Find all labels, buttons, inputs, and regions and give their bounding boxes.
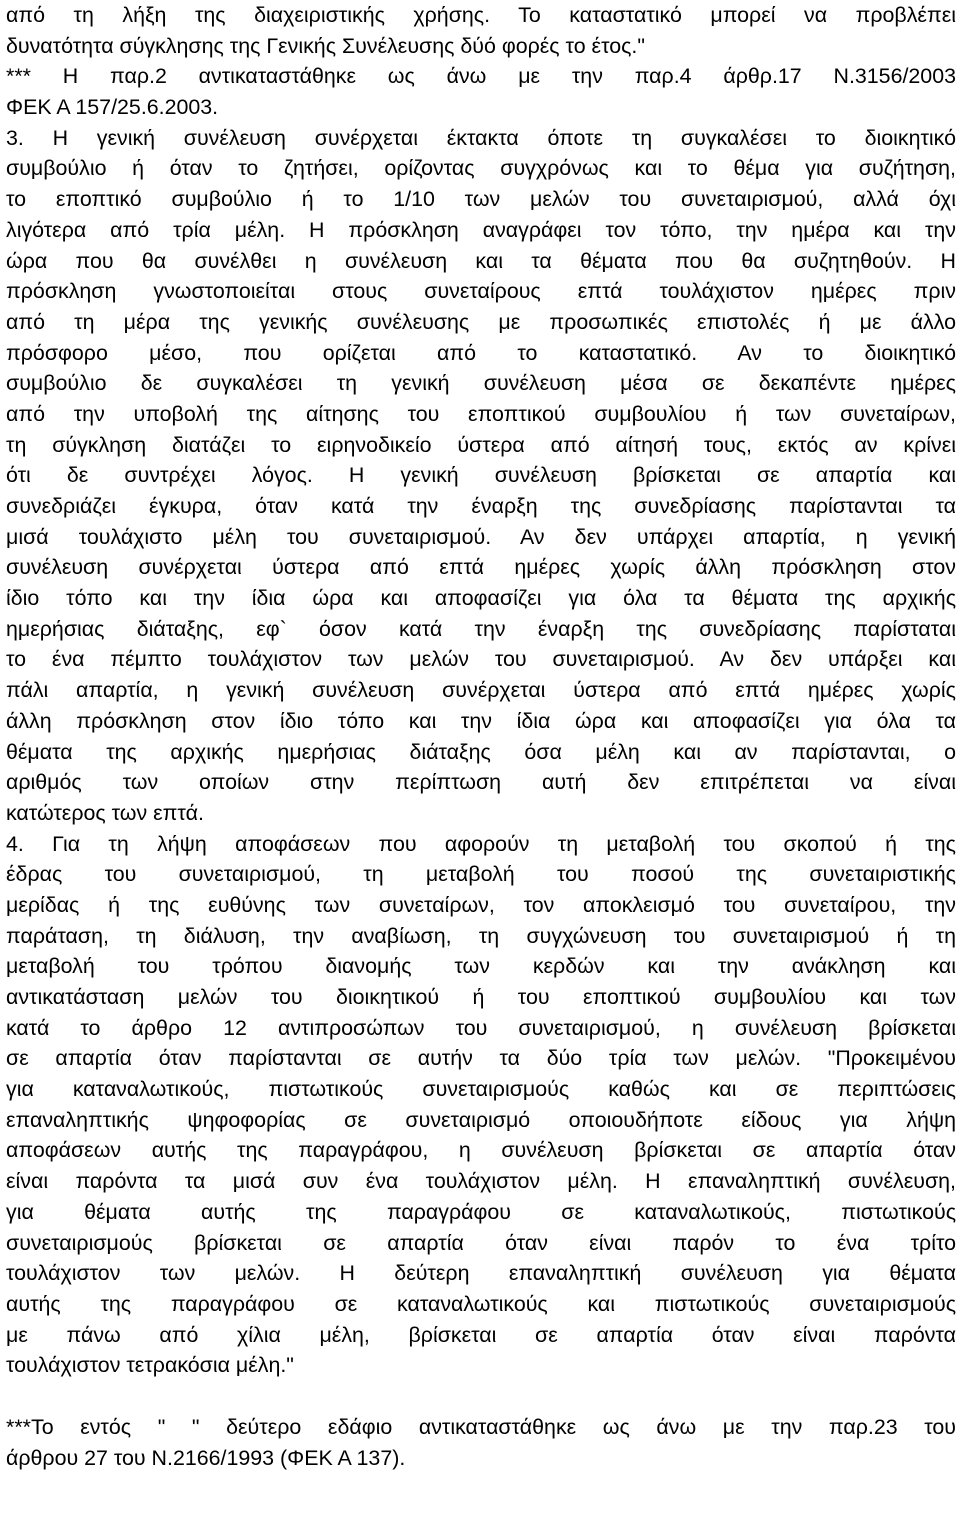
text-line: σε απαρτία όταν παρίστανται σε αυτήν τα δύο τρία των μελών. "Προκειμένου: [6, 1046, 956, 1071]
text-line: το ένα πέμπτο τουλάχιστον των μελών του συνεταιρισμού. Αν δεν υπάρξει και: [6, 647, 956, 672]
text-line: πρόσκληση γνωστοποιείται στους συνεταίρους επτά τουλάχιστον ημέρες πριν: [6, 279, 956, 304]
text-line: πάλι απαρτία, η γενική συνέλευση συνέρχεται ύστερα από επτά ημέρες χωρίς: [6, 678, 956, 703]
text-line: αυτής της παραγράφου σε καταναλωτικούς και πιστωτικούς συνεταιρισμούς: [6, 1291, 956, 1316]
text-line: άλλη πρόσκληση στον ίδιο τόπο και την ίδια ώρα και αποφασίζει για όλα τα: [6, 708, 956, 733]
text-line: ίδιο τόπο και την ίδια ώρα και αποφασίζει για όλα τα θέματα της αρχικής: [6, 586, 956, 611]
text-line: αποφάσεων αυτής της παραγράφου, η συνέλευση βρίσκεται σε απαρτία όταν: [6, 1138, 956, 1163]
text-line: κατώτερος των επτά.: [6, 800, 204, 825]
text-line: από τη λήξη της διαχειριστικής χρήσης. Το καταστατικό μπορεί να προβλέπει: [6, 3, 956, 27]
text-line: παράταση, τη διάλυση, την αναβίωση, τη συγχώνευση του συνεταιρισμού ή τη: [6, 923, 956, 948]
text-line: το εποπτικό συμβούλιο ή το 1/10 των μελών του συνεταιρισμού, αλλά όχι: [6, 187, 956, 212]
text-line: τουλάχιστον τετρακόσια μέλη.": [6, 1353, 294, 1378]
text-line: από την υποβολή της αίτησης του εποπτικού συμβουλίου ή των συνεταίρων,: [6, 401, 956, 426]
text-line: θέματα της αρχικής ημερήσιας διάταξης όσα μέλη και αν παρίστανται, ο: [6, 739, 956, 764]
text-line: συνέλευση συνέρχεται ύστερα από επτά ημέρες χωρίς άλλη πρόσκληση στον: [6, 555, 956, 580]
text-line: ώρα που θα συνέλθει η συνέλευση και τα θέματα που θα συζητηθούν. Η: [6, 248, 956, 273]
text-line: ημερήσιας διάταξης, εφ` όσον κατά την έναρξη της συνεδρίασης παρίσταται: [6, 616, 956, 641]
text-line: κατά το άρθρο 12 αντιπροσώπων του συνεταιρισμού, η συνέλευση βρίσκεται: [6, 1015, 956, 1040]
text-line: λιγότερα από τρία μέλη. Η πρόσκληση αναγράφει τον τόπο, την ημέρα και την: [6, 217, 956, 242]
text-line: συνεδριάζει έγκυρα, όταν κατά την έναρξη της συνεδρίασης παρίστανται τα: [6, 494, 956, 518]
text-line: συνεταιρισμούς βρίσκεται σε απαρτία όταν είναι παρόν το ένα τρίτο: [6, 1230, 956, 1255]
text-line: με πάνω από χίλια μέλη, βρίσκεται σε απαρτία όταν είναι παρόντα: [6, 1322, 956, 1347]
text-line: έδρας του συνεταιρισμού, τη μεταβολή του ποσού της συνεταιριστικής: [6, 862, 956, 887]
text-line: 4. Για τη λήψη αποφάσεων που αφορούν τη μεταβολή του σκοπού ή της: [6, 831, 956, 856]
text-line: για θέματα αυτής της παραγράφου σε καταναλωτικούς, πιστωτικούς: [6, 1199, 956, 1224]
footnote-line: άρθρου 27 του Ν.2166/1993 (ΦΕΚ Α 137).: [6, 1445, 406, 1470]
text-line: συμβούλιο δε συγκαλέσει τη γενική συνέλευση μέσα σε δεκαπέντε ημέρες: [6, 371, 956, 396]
document-page: [6, 0, 956, 1473]
footnote-line: ***Το εντός " " δεύτερο εδάφιο αντικαταστάθηκε ως άνω με την παρ.23 του: [6, 1414, 956, 1439]
text-line: αντικατάσταση μελών του διοικητικού ή του εποπτικού συμβουλίου και των: [6, 985, 956, 1009]
text-line: για καταναλωτικούς, πιστωτικούς συνεταιρισμούς καθώς και σε περιπτώσεις: [6, 1077, 956, 1102]
text-line: πρόσφορο μέσο, που ορίζεται από το καταστατικό. Αν το διοικητικό: [6, 340, 956, 365]
text-line: συμβούλιο ή όταν το ζητήσει, ορίζοντας συγχρόνως και το θέμα για συζήτηση,: [6, 156, 956, 181]
text-line: από τη μέρα της γενικής συνέλευσης με προσωπικές επιστολές ή με άλλο: [6, 309, 956, 334]
text-line: δυνατότητα σύγκλησης της Γενικής Συνέλευσης δύό φορές το έτος.": [6, 33, 645, 58]
text-line: τη σύγκληση διατάζει το ειρηνοδικείο ύστερα από αίτησή τους, εκτός αν κρίνει: [6, 432, 956, 457]
paragraph-gap: [6, 1381, 956, 1412]
text-line: ότι δε συντρέχει λόγος. Η γενική συνέλευση βρίσκεται σε απαρτία και: [6, 463, 956, 488]
text-line: μισά τουλάχιστο μέλη του συνεταιρισμού. Αν δεν υπάρχει απαρτία, η γενική: [6, 524, 956, 549]
text-line: ΦΕΚ Α 157/25.6.2003.: [6, 95, 219, 120]
text-line: μεταβολή του τρόπου διανομής των κερδών και την ανάκληση και: [6, 954, 956, 979]
text-line: αριθμός των οποίων στην περίπτωση αυτή δεν επιτρέπεται να είναι: [6, 770, 956, 795]
footnote: [6, 1412, 956, 1473]
text-line: *** Η παρ.2 αντικαταστάθηκε ως άνω με την παρ.4 άρθρ.17 Ν.3156/2003: [6, 64, 956, 89]
text-line: 3. Η γενική συνέλευση συνέρχεται έκτακτα όποτε τη συγκαλέσει το διοικητικό: [6, 125, 956, 150]
text-line: επαναληπτικής ψηφοφορίας σε συνεταιρισμό οποιουδήποτε είδους για λήψη: [6, 1107, 956, 1132]
document-body: [6, 0, 956, 1381]
text-line: είναι παρόντα τα μισά συν ένα τουλάχιστον μέλη. Η επαναληπτική συνέλευση,: [6, 1169, 956, 1194]
text-line: μερίδας ή της ευθύνης των συνεταίρων, τον αποκλεισμό του συνεταίρου, την: [6, 892, 956, 917]
text-line: τουλάχιστον των μελών. Η δεύτερη επαναληπτική συνέλευση για θέματα: [6, 1261, 956, 1286]
